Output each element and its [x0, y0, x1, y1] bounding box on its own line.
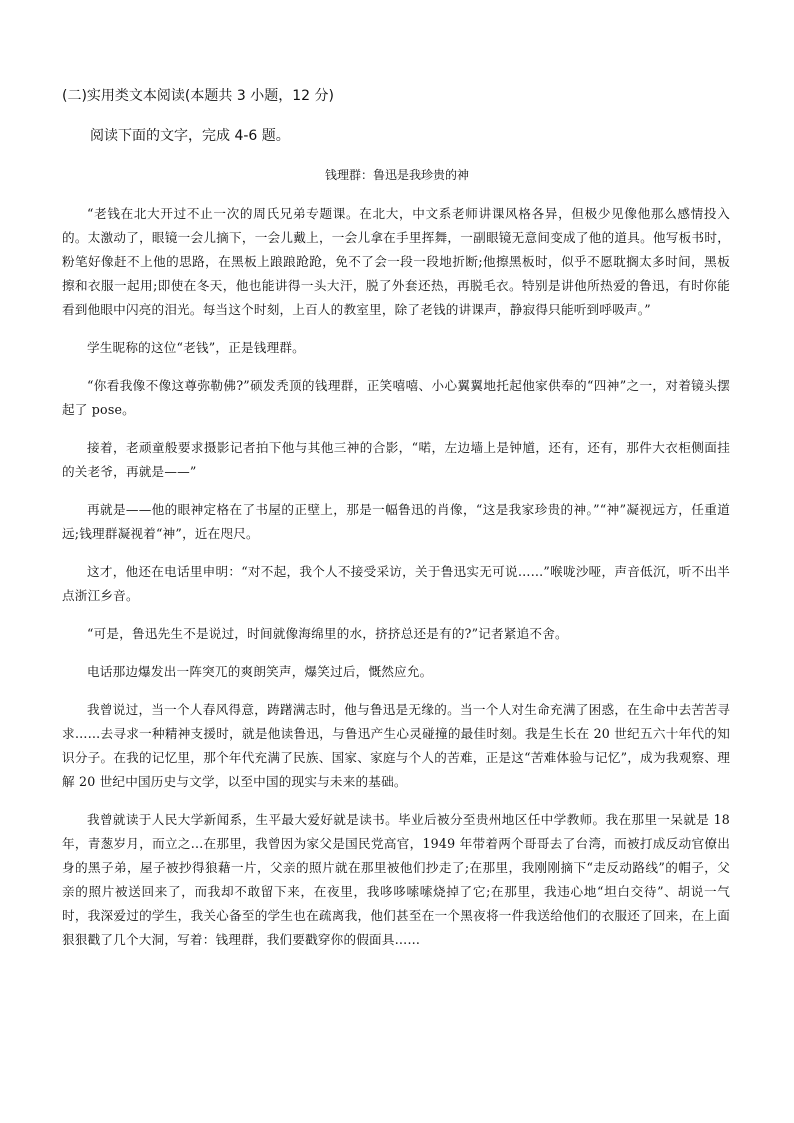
paragraph: “老钱在北大开过不止一次的周氏兄弟专题课。在北大，中文系老师讲课风格各异，但极少见像他那么感情投入的。太激动了，眼镜一会儿摘下，一会儿戴上，一会儿拿在手里挥舞，一副眼镜无意间变成了他的道具。他写板书时，粉笔好像赶不上他的思路，在黑板上踉踉跄跄，免不了会一段一段地折断;他擦黑板时，似乎不愿耽搁太多时间，黑板擦和衣服一起用;即使在冬天，他也能讲得一头大汗，脱了外套还热，再脱毛衣。特别是讲他所热爱的鲁迅，有时你能看到他眼中闪亮的泪光。每当这个时刻，上百人的教室里，除了老钱的讲课声，静寂得只能听到呼吸声。” — [62, 206, 730, 317]
paragraph: 我曾就读于人民大学新闻系，生平最大爱好就是读书。毕业后被分至贵州地区任中学教师。我在那里一呆就是 18 年，青葱岁月，而立之...在那里，我曾因为家父是国民党高官，1949 年带着两个哥哥去了台湾，而被打成反动官僚出身的黑子弟，屋子被抄得狼藉一片，父亲的照片就在那里被他们抄走了;在那里，我刚刚摘下“走反动路线”的帽子，父亲的照片被送回来了，而我却不敢留下来，在夜里，我哆哆嗦嗦烧掉了它;在那里，我违心地“坦白交待”、胡说一气时，我深爱过的学生，我关心备至的学生也在疏离我，他们甚至在一个黑夜将一件我送给他们的衣服还了回来，在上面狠狠戳了几个大洞，写着：钱理群，我们要戳穿你的假面具…… — [62, 812, 730, 947]
paragraph: 这才，他还在电话里申明：“对不起，我个人不接受采访，关于鲁迅实无可说……”喉咙沙哑，声音低沉，听不出半点浙江乡音。 — [62, 564, 730, 603]
article-body — [62, 202, 730, 966]
paragraph: 接着，老顽童般要求摄影记者拍下他与其他三神的合影，“喏，左边墙上是钟馗，还有，还有，那件大衣柜侧面挂的关老爷，再就是——” — [62, 440, 730, 479]
article-title: 钱理群：鲁迅是我珍贵的神 — [324, 168, 469, 182]
paragraph: 电话那边爆发出一阵突兀的爽朗笑声，爆笑过后，慨然应允。 — [87, 664, 433, 679]
paragraph: 学生昵称的这位“老钱”，正是钱理群。 — [87, 340, 305, 355]
section-heading: (二)实用类文本阅读(本题共 3 小题，12 分) — [62, 88, 334, 104]
reading-instruction: 阅读下面的文字，完成 4-6 题。 — [90, 128, 290, 144]
paragraph: “可是，鲁迅先生不是说过，时间就像海绵里的水，挤挤总还是有的?”记者紧追不舍。 — [87, 626, 568, 641]
paragraph: 我曾说过，当一个人春风得意，踌躇满志时，他与鲁迅是无缘的。当一个人对生命充满了困惑，在生命中去苦苦寻求……去寻求一种精神支援时，就是他读鲁迅，与鲁迅产生心灵碰撞的最佳时刻。我是生长在 20 世纪五六十年代的知识分子。在我的记忆里，那个年代充满了民族、国家、家庭与个人的苦难，正是这“苦难体验与记忆”，成为我观察、理解 20 世纪中国历史与文学，以至中国的现实与未来的基础。 — [62, 702, 730, 789]
paragraph: 再就是——他的眼神定格在了书屋的正壁上，那是一幅鲁迅的肖像，“这是我家珍贵的神。”“神”凝视远方，任重道远;钱理群凝视着“神”，近在咫尺。 — [62, 502, 730, 541]
paragraph: “你看我像不像这尊弥勒佛?”硕发秃顶的钱理群，正笑嘻嘻、小心翼翼地托起他家供奉的“四神”之一，对着镜头摆起了 pose。 — [62, 378, 730, 417]
